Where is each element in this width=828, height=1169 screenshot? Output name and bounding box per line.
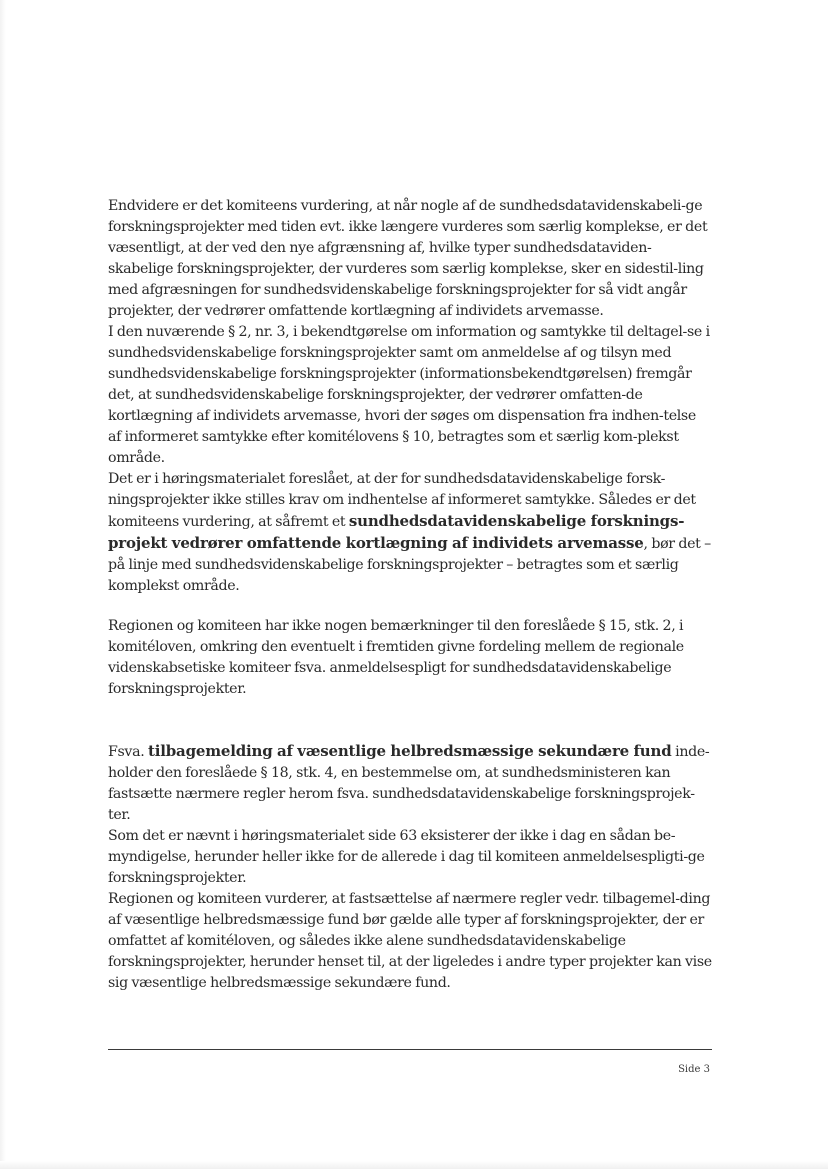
paragraph-5-text-start: Fsva.	[108, 744, 149, 760]
paragraph-3-bold-phrase: sundhedsdatavidenskabelige forsknings-projekt vedrører omfattende kortlægning af individets arvemasse	[108, 512, 685, 552]
text-section-notification	[108, 616, 712, 700]
paragraph-7: Regionen og komiteen vurderer, at fastsættelse af nærmere regler vedr. tilbagemel-ding af væsentlige helbredsmæssige fund bør gælde alle typer af forskningsprojekter, der er omfattet af komitéloven, og således ikke alene sundhedsdatavidenskabelige forskningsprojekter, herunder henset til, at der ligeledes i andre typer projekter kan vise sig væsentlige helbredsmæssige sekundære fund.	[108, 891, 712, 991]
paragraph-4: Regionen og komiteen har ikke nogen bemærkninger til den foreslåede § 15, stk. 2, i komitéloven, omkring den eventuelt i fremtiden givne fordeling mellem de regionale videnskabsetiske komiteer fsva. anmeldelsespligt for sundhedsdatavidenskabelige forskningsprojekter.	[108, 618, 684, 697]
footer-divider	[108, 1049, 712, 1050]
paragraph-3-text-start: Det er i høringsmaterialet foreslået, at der for sundhedsdatavidenskabelige forsk-ningsprojekter ikke stilles krav om indhentelse af informeret samtykke. Således er det komiteens vurdering, at såfremt et	[108, 471, 696, 530]
paragraph-3-text-end: , bør det – på linje med sundhedsvidenskabelige forskningsprojekter – betragtes som et særlig komplekst område.	[108, 536, 711, 594]
paragraph-3	[108, 469, 712, 597]
paragraph-1: Endvidere er det komiteens vurdering, at når nogle af de sundhedsdatavidenskabeli-ge forskningsprojekter med tiden evt. ikke længere vurderes som særlig komplekse, er det væsentligt, at der ved den nye afgrænsning af, hvilke typer sundhedsdataviden-skabelige forskningsprojekter, der vurderes som særlig komplekse, sker en sidestil-ling med afgræsningen for sundhedsvidenskabelige forskningsprojekter for så vidt angår projekter, der vedrører omfattende kortlægning af individets arvemasse.	[108, 198, 708, 319]
paragraph-6: Som det er nævnt i høringsmaterialet side 63 eksisterer der ikke i dag en sådan be-myndigelse, herunder heller ikke for de allerede i dag til komiteen anmeldelsespligti-ge forskningsprojekter.	[108, 828, 705, 886]
scan-edge-bottom	[0, 1161, 828, 1169]
scan-edge-left	[0, 0, 6, 1169]
text-section-complexity	[108, 196, 712, 597]
paragraph-5	[108, 741, 712, 826]
text-section-secondary-findings	[108, 741, 712, 994]
page-number: Side 3	[678, 1064, 710, 1075]
paragraph-5-text-end: inde-holder den foreslåede § 18, stk. 4, en bestemmelse om, at sundhedsministeren kan fastsætte nærmere regler herom fsva. sundhedsdatavidenskabelige forskningsprojek-ter.	[108, 744, 710, 823]
paragraph-5-bold-phrase: tilbagemelding af væsentlige helbredsmæssige sekundære fund	[148, 742, 672, 760]
paragraph-2: I den nuværende § 2, nr. 3, i bekendtgørelse om information og samtykke til deltagel-se i sundhedsvidenskabelige forskningsprojekter samt om anmeldelse af og tilsyn med sundhedsvidenskabelige forskningsprojekter (informationsbekendtgørelsen) fremgår det, at sundhedsvidenskabelige forskningsprojekter, der vedrører omfatten-de kortlægning af individets arvemasse, hvori der søges om dispensation fra indhen-telse af informeret samtykke efter komitélovens § 10, betragtes som et særlig kom-plekst område.	[108, 324, 710, 466]
